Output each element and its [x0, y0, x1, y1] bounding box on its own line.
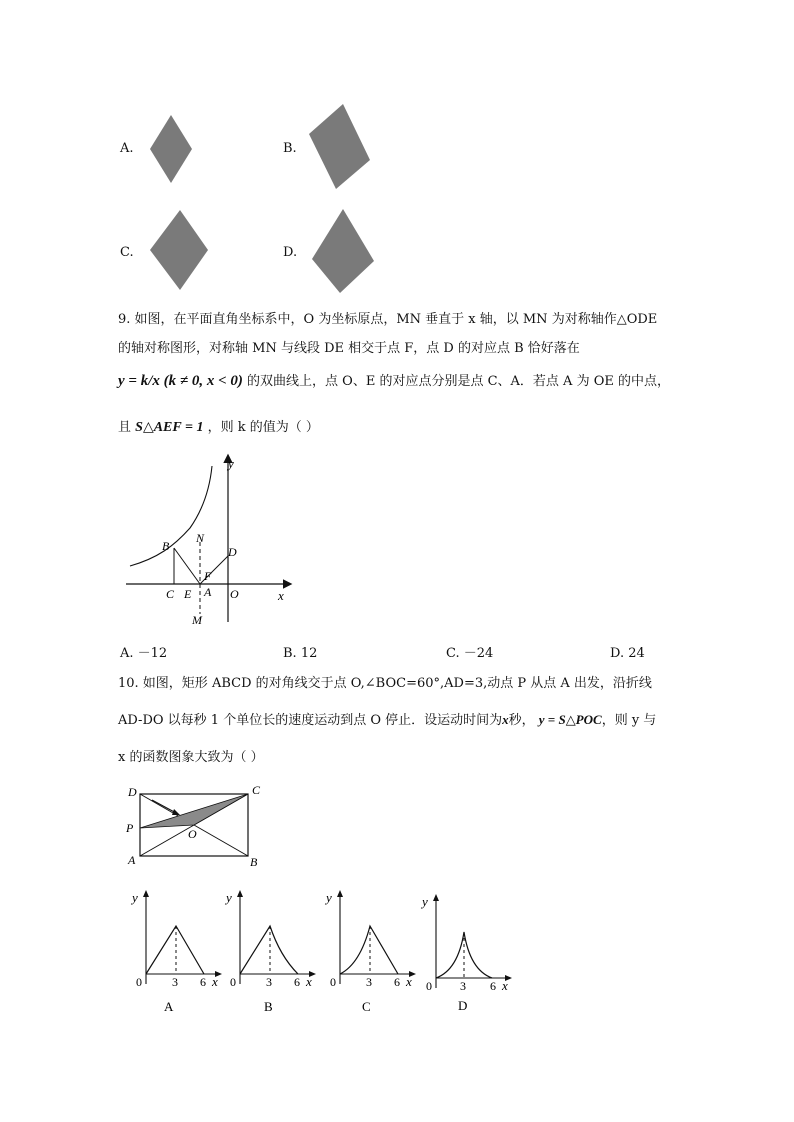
- q8-option-a-shape: [148, 113, 194, 185]
- q8-option-d-shape: [310, 207, 376, 295]
- q8-option-c-label: C.: [120, 245, 134, 260]
- q10-graph-a-six: 6: [200, 975, 206, 989]
- q10-rectangle-figure: [118, 780, 268, 870]
- q10-graph-a-curve: [146, 926, 204, 974]
- q10-label-b: B: [250, 855, 258, 869]
- q10-graph-b-xlabel: x: [306, 974, 312, 989]
- q9-answer-c: C. －24: [446, 646, 494, 661]
- q9-label-o: O: [230, 587, 239, 601]
- q10-graph-c: [322, 886, 418, 1016]
- q10-graph-a-xlabel: x: [212, 974, 218, 989]
- q10-graph-d-caption: D: [458, 998, 468, 1013]
- q10-line2-mid: 秒，: [508, 713, 535, 728]
- q9-label-f: F: [204, 569, 212, 583]
- q10-graph-d-ylabel: y: [422, 894, 428, 909]
- q9-label-e: E: [184, 587, 192, 601]
- q10-line2: [118, 711, 656, 730]
- q9-label-n: N: [196, 531, 205, 545]
- q10-graph-d: [418, 890, 514, 1020]
- q10-graph-b-zero: 0: [230, 975, 236, 989]
- q10-graph-c-three: 3: [366, 975, 372, 989]
- q10-graph-a-ylabel: y: [132, 890, 138, 905]
- q8-option-a-label: A.: [120, 141, 134, 156]
- q10-label-c: C: [252, 783, 261, 797]
- q10-graph-b: [222, 886, 318, 1016]
- q10-graph-c-zero: 0: [330, 975, 336, 989]
- q10-graph-b-three: 3: [266, 975, 272, 989]
- q10-graph-d-xlabel: x: [502, 978, 508, 993]
- q10-graph-c-caption: C: [362, 999, 371, 1014]
- q9-figure: [118, 450, 298, 630]
- q10-graph-d-zero: 0: [426, 979, 432, 993]
- q10-area-formula: y = S△POC: [538, 712, 602, 727]
- q9-area-formula: S△AEF = 1: [135, 420, 204, 435]
- q10-graph-a-zero: 0: [136, 975, 142, 989]
- q10-graph-d-six: 6: [490, 979, 496, 993]
- q9-line3-text: 的双曲线上，点 O、E 的对应点分别是点 C、A．若点 A 为 OE 的中点，: [247, 374, 670, 389]
- q9-label-m: M: [192, 613, 202, 627]
- q8-option-b-label: B.: [283, 141, 297, 156]
- q10-graph-c-six: 6: [394, 975, 400, 989]
- q10-graph-a: [128, 886, 224, 1016]
- q10-graph-a-three: 3: [172, 975, 178, 989]
- q8-rhombus-a: [150, 115, 192, 183]
- q10-var-x: x: [502, 712, 509, 727]
- q10-label-p: P: [126, 821, 134, 835]
- q9-segment-ba: [174, 548, 200, 584]
- q10-graph-b-curve: [240, 926, 298, 974]
- q8-parallelogram-b: [309, 104, 370, 189]
- q10-line2-prefix: AD-DO 以每秒 1 个单位长的速度运动到点 O 停止．设运动时间为: [118, 713, 503, 728]
- q9-answer-d: D. 24: [610, 646, 645, 661]
- q10-arrow-head: [172, 809, 180, 815]
- q8-rhombus-c: [150, 210, 208, 290]
- q10-triangle-poc: [140, 794, 248, 828]
- q8-option-b-shape: [306, 102, 372, 192]
- q8-kite-d: [312, 209, 374, 293]
- q9-line4-suffix: ，则 k 的值为（ ）: [207, 420, 319, 435]
- q9-line1: 9. 如图，在平面直角坐标系中，O 为坐标原点，MN 垂直于 x 轴，以 MN 为对称轴作△ODE: [118, 312, 658, 327]
- q10-graph-b-caption: B: [264, 999, 273, 1014]
- q10-graph-d-three: 3: [460, 979, 466, 993]
- q10-label-d: D: [128, 785, 137, 799]
- q9-label-y: y: [228, 456, 234, 471]
- q10-graph-a-caption: A: [164, 999, 174, 1014]
- q9-line2: 的轴对称图形，对称轴 MN 与线段 DE 相交于点 F，点 D 的对应点 B 恰好落在: [118, 341, 580, 356]
- q9-line4: [118, 419, 319, 437]
- q9-label-b: B: [162, 539, 170, 553]
- q9-label-d: D: [228, 545, 237, 559]
- q9-answer-b: B. 12: [283, 646, 318, 661]
- q10-graph-c-curve: [340, 926, 398, 974]
- q9-line3: [118, 372, 670, 391]
- q9-line4-prefix: 且: [118, 420, 132, 435]
- q10-graph-b-ylabel: y: [226, 890, 232, 905]
- q9-hyperbola-formula: y = k/x (k ≠ 0, x < 0): [118, 373, 243, 389]
- q10-line1: 10. 如图，矩形 ABCD 的对角线交于点 O,∠BOC=60°,AD=3,动点 P 从点 A 出发，沿折线: [118, 676, 652, 691]
- q9-answer-a: A. －12: [120, 646, 168, 661]
- q9-label-a: A: [204, 585, 212, 599]
- q10-graph-b-six: 6: [294, 975, 300, 989]
- q10-label-a: A: [128, 853, 136, 867]
- q10-label-o: O: [188, 827, 197, 841]
- q10-line2-suffix: ，则 y 与: [601, 713, 657, 728]
- q8-option-d-label: D.: [283, 245, 298, 260]
- q10-line3: x 的函数图象大致为（ ）: [118, 750, 264, 765]
- q8-option-c-shape: [148, 208, 210, 292]
- q10-graph-c-ylabel: y: [326, 890, 332, 905]
- q9-label-c: C: [166, 587, 175, 601]
- q9-label-x: x: [278, 588, 284, 603]
- q10-graph-c-xlabel: x: [406, 974, 412, 989]
